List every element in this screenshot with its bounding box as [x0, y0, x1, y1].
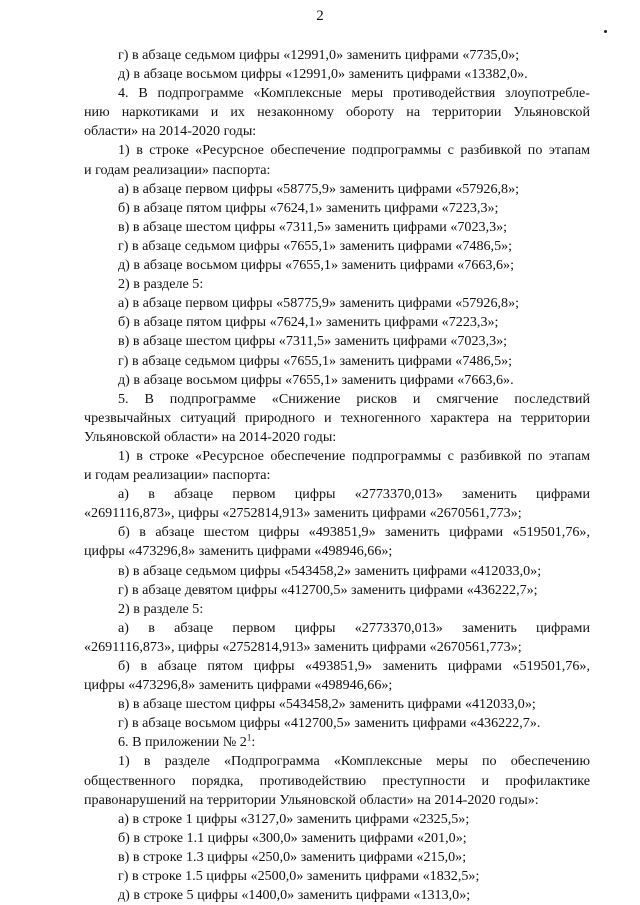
text-line-content: и годам реализации» паспорта:	[84, 161, 271, 178]
text-line-content: 1) в строке «Ресурсное обеспечение подпрограммы с разбивкой по этапам	[118, 142, 590, 159]
text-line-content: в) в абзаце шестом цифры «543458,2» заменить цифрами «412033,0»;	[118, 696, 536, 713]
text-line	[84, 772, 590, 791]
text-line	[84, 141, 590, 160]
text-line	[84, 332, 590, 351]
text-line-content: д) в абзаце восьмом цифры «7655,1» заменить цифрами «7663,6».	[118, 371, 514, 388]
text-line	[84, 256, 590, 275]
text-line	[84, 886, 590, 905]
text-line-tail: :	[251, 734, 256, 751]
text-line	[84, 581, 590, 600]
text-line	[84, 829, 590, 848]
text-line	[84, 542, 590, 561]
text-line	[84, 466, 590, 485]
text-line-content: «2691116,873», цифры «2752814,913» заменить цифрами «2670561,773»;	[84, 638, 522, 655]
text-line-content: д) в абзаце восьмом цифры «7655,1» заменить цифрами «7663,6»;	[118, 257, 515, 274]
text-line	[84, 714, 590, 733]
text-line-content: 2) в разделе 5:	[118, 276, 204, 293]
text-line	[84, 409, 590, 428]
text-line	[84, 676, 590, 695]
text-line	[84, 619, 590, 638]
text-line-content: в) в абзаце шестом цифры «7311,5» заменить цифрами «7023,3»;	[118, 218, 508, 235]
text-line-content: г) в абзаце девятом цифры «412700,5» заменить цифрами «436222,7»;	[118, 581, 538, 598]
text-line	[84, 371, 590, 390]
text-line	[84, 103, 590, 122]
text-line-content: 2) в разделе 5:	[118, 600, 204, 617]
text-line	[84, 523, 590, 542]
text-line-content: нию наркотиками и их незаконному обороту на территории Ульяновской	[84, 104, 590, 121]
text-line-content: г) в строке 1.5 цифры «2500,0» заменить цифрами «1832,5»;	[118, 868, 480, 885]
text-line	[84, 733, 590, 752]
text-line-content: г) в абзаце седьмом цифры «7655,1» заменить цифрами «7486,5»;	[118, 352, 513, 369]
text-line	[84, 695, 590, 714]
text-line-content: а) в абзаце первом цифры «58775,9» заменить цифрами «57926,8»;	[118, 180, 520, 197]
text-line-content: цифры «473296,8» заменить цифрами «498946,66»;	[84, 543, 393, 560]
text-line	[84, 752, 590, 771]
text-line-content: б) в абзаце шестом цифры «493851,9» заменить цифрами «519501,76»,	[118, 524, 590, 541]
text-line-content: а) в абзаце первом цифры «2773370,013» заменить цифрами	[118, 619, 590, 636]
text-line	[84, 791, 590, 810]
text-line	[84, 46, 590, 65]
scan-speck	[604, 30, 607, 33]
text-line	[84, 810, 590, 829]
text-line	[84, 218, 590, 237]
text-line-content: чрезвычайных ситуаций природного и техногенного характера на территории	[84, 409, 590, 426]
text-line-content: 4. В подпрограмме «Комплексные меры противодействия злоупотребле-	[118, 85, 590, 102]
text-line	[84, 390, 590, 409]
text-line-content: в) в абзаце шестом цифры «7311,5» заменить цифрами «7023,3»;	[118, 333, 508, 350]
text-line-content: «2691116,873», цифры «2752814,913» заменить цифрами «2670561,773»;	[84, 505, 522, 522]
text-line-content: 1) в строке «Ресурсное обеспечение подпрограммы с разбивкой по этапам	[118, 447, 590, 464]
text-line	[84, 275, 590, 294]
text-line	[84, 447, 590, 466]
text-line-content: г) в абзаце седьмом цифры «7655,1» заменить цифрами «7486,5»;	[118, 237, 513, 254]
text-line	[84, 600, 590, 619]
text-line-content: а) в абзаце первом цифры «2773370,013» заменить цифрами	[118, 486, 590, 503]
text-line	[84, 313, 590, 332]
page-number: 2	[316, 8, 324, 24]
text-line	[84, 638, 590, 657]
text-line	[84, 485, 590, 504]
superscript: 1	[246, 732, 252, 743]
text-line	[84, 428, 590, 447]
text-line-content: в) в абзаце седьмом цифры «543458,2» заменить цифрами «412033,0»;	[118, 562, 542, 579]
text-line-content: г) в абзаце седьмом цифры «12991,0» заменить цифрами «7735,0»;	[118, 47, 520, 63]
text-line-content: г) в абзаце восьмом цифры «412700,5» заменить цифрами «436222,7».	[118, 715, 541, 732]
document-body	[84, 46, 590, 905]
text-line-content: д) в абзаце восьмом цифры «12991,0» заменить цифрами «13382,0».	[118, 66, 528, 83]
text-line	[84, 161, 590, 180]
text-line-content: б) в абзаце пятом цифры «7624,1» заменить цифрами «7223,3»;	[118, 199, 499, 216]
text-line-content: 5. В подпрограмме «Снижение рисков и смягчение последствий	[118, 390, 590, 407]
text-line	[84, 848, 590, 867]
text-line	[84, 180, 590, 199]
text-line	[84, 199, 590, 218]
text-line-content: а) в строке 1 цифры «3127,0» заменить цифрами «2325,5»;	[118, 810, 470, 827]
text-line	[84, 562, 590, 581]
text-line	[84, 294, 590, 313]
text-line	[84, 237, 590, 256]
text-line-content: цифры «473296,8» заменить цифрами «498946,66»;	[84, 677, 393, 694]
text-line-content: б) в абзаце пятом цифры «493851,9» заменить цифрами «519501,76»,	[118, 658, 590, 674]
text-line-content: 1) в разделе «Подпрограмма «Комплексные меры по обеспечению	[118, 753, 590, 770]
text-line	[84, 352, 590, 371]
text-line-content: б) в абзаце пятом цифры «7624,1» заменить цифрами «7223,3»;	[118, 314, 499, 331]
text-line-content: Ульяновской области» на 2014-2020 годы:	[84, 428, 337, 445]
text-line	[84, 122, 590, 141]
text-line	[84, 84, 590, 103]
text-line	[84, 504, 590, 523]
text-line	[84, 657, 590, 676]
text-line-content: а) в абзаце первом цифры «58775,9» заменить цифрами «57926,8»;	[118, 295, 520, 312]
text-line-content: и годам реализации» паспорта:	[84, 467, 271, 484]
text-line-content: б) в строке 1.1 цифры «300,0» заменить цифрами «201,0»;	[118, 829, 467, 846]
text-line-content: 6. В приложении № 2	[118, 734, 247, 751]
text-line-content: общественного порядка, противодействию преступности и профилактике	[84, 772, 590, 789]
text-line-content: в) в строке 1.3 цифры «250,0» заменить цифрами «215,0»;	[118, 848, 467, 865]
text-line-content: д) в строке 5 цифры «1400,0» заменить цифрами «1313,0»;	[118, 887, 471, 904]
text-line	[84, 867, 590, 886]
text-line-content: области» на 2014-2020 годы:	[84, 123, 257, 140]
text-line-content: правонарушений на территории Ульяновской области» на 2014-2020 годы»:	[84, 791, 539, 808]
text-line	[84, 65, 590, 84]
